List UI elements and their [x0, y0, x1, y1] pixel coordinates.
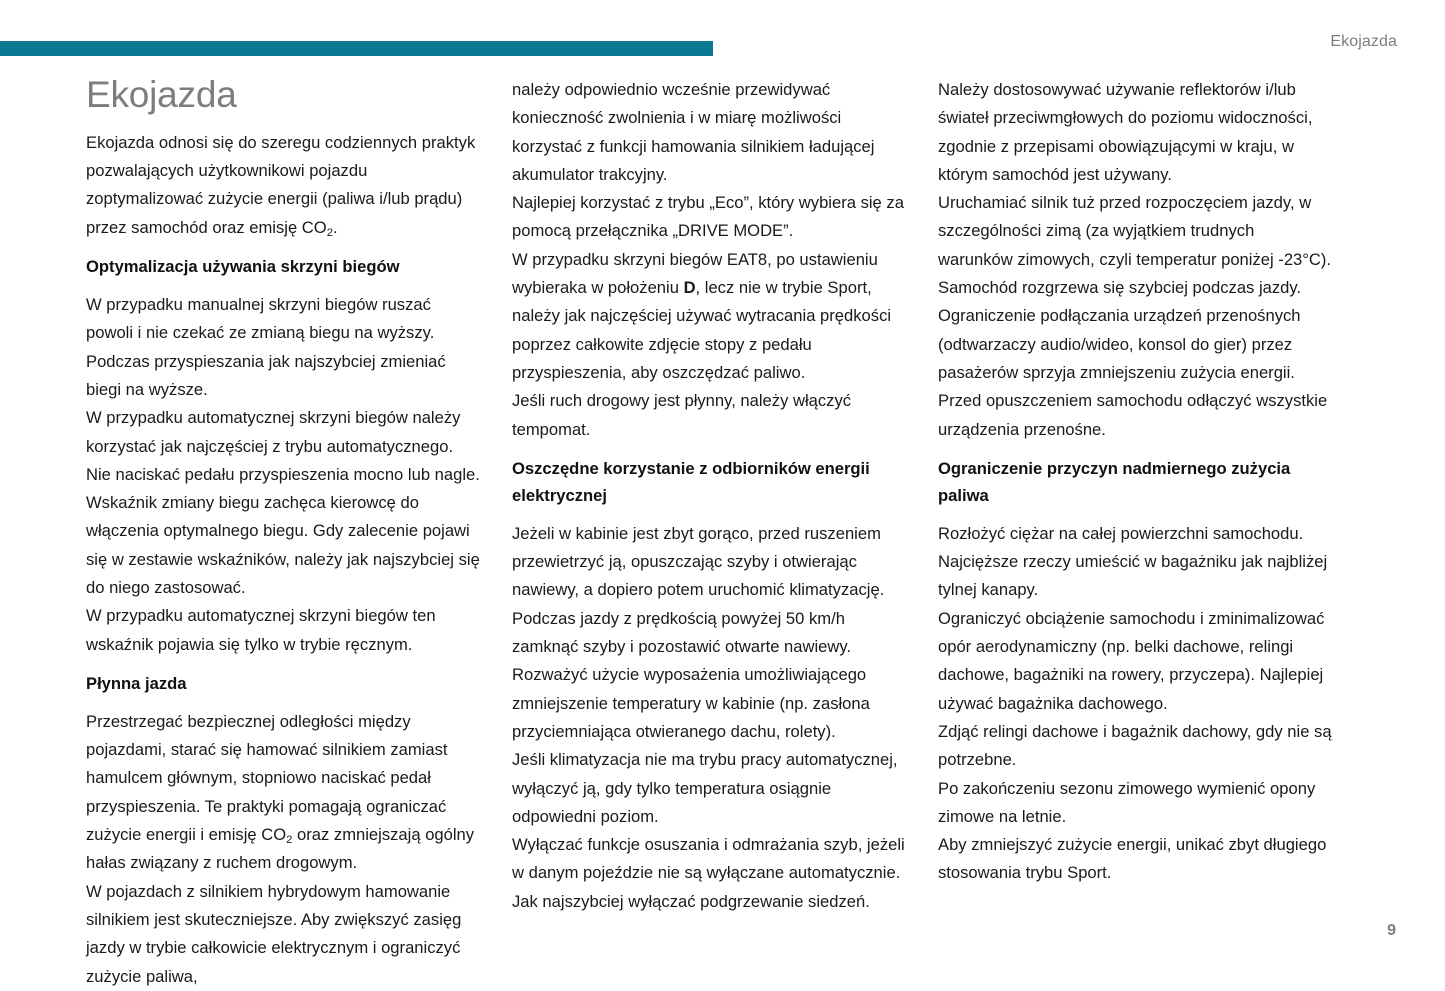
header-accent-rule — [0, 41, 713, 56]
paragraph-eat8-gearbox — [512, 246, 906, 387]
page-content — [86, 76, 1361, 991]
page-number: 9 — [1387, 922, 1396, 939]
paragraph-fuel-consumption-body: Rozłożyć ciężar na całej powierzchni samochodu. Najcięższe rzeczy umieścić w bagażniku jak najbliżej tylnej kanapy. Ograniczyć obciążenie samochodu i zminimalizować opór aerodynamiczny (np. belki dachowe, relingi dachowe, bagażniki na rowery, przyczepa). Najlepiej używać bagażnika dachowego. Zdjąć relingi dachowe i bagażnik dachowy, gdy nie są potrzebne. Po zakończeniu sezonu zimowego wymienić opony zimowe na letnie. Aby zmniejszyć zużycie energii, unikać zbyt długiego stosowania trybu Sport. — [938, 523, 1332, 883]
text-column-3 — [938, 76, 1332, 888]
paragraph-smooth-driving-body — [86, 708, 480, 991]
paragraph-anticipation: należy odpowiednio wcześnie przewidywać konieczność zwolnienia i w miarę możliwości korzystać z funkcji hamowania silnikiem ładującej akumulator trakcyjny. Najlepiej korzystać z trybu „Eco”, który wybiera się za pomocą przełącznika „DRIVE MODE”. — [512, 80, 904, 241]
text-column-2 — [512, 76, 906, 916]
smooth-text-after: oraz zmniejszają ogólny hałas związany z ruchem drogowym. W pojazdach z silnikiem hybrydowym hamowanie silnikiem jest skuteczniejsze. Aby zwiększyć zasięg jazdy w trybie całkowicie elektrycznym i ograniczyć zużycie paliwa, — [86, 825, 475, 986]
intro-text-after: . — [332, 217, 338, 237]
co2-subscript: 2 — [326, 226, 333, 239]
heading-smooth-driving: Płynna jazda — [86, 673, 187, 693]
paragraph-electric-consumers-body: Jeżeli w kabinie jest zbyt gorąco, przed ruszeniem przewietrzyć ją, opuszczając szyby i otwierając nawiewy, a dopiero potem uruchomić klimatyzację. Podczas jazdy z prędkością powyżej 50 km/h zamknąć szyby i pozostawić otwarte nawiewy. Rozważyć użycie wyposażenia umożliwiającego zmniejszenie temperatury w kabinie (np. zasłona przyciemniająca otwieranego dachu, rolety). Jeśli klimatyzacja nie ma trybu pracy automatycznej, wyłączyć ją, gdy tylko temperatura osiągnie odpowiedni poziom. Wyłączać funkcje osuszania i odmrażania szyb, jeżeli w danym pojeździe nie są wyłączane automatycznie. Jak najszybciej wyłączać podgrzewanie siedzeń. — [512, 523, 905, 911]
running-head: Ekojazda — [1330, 33, 1397, 50]
paragraph-intro — [86, 129, 480, 242]
text-column-1 — [86, 76, 480, 991]
gear-position-d: D — [683, 278, 696, 298]
smooth-text-before: Przestrzegać bezpiecznej odległości między pojazdami, starać się hamować silnikiem zamiast hamulcem głównym, stopniowo naciskać pedał przyspieszenia. Te praktyki pomagają ograniczać zużycie energii i emisję CO — [86, 711, 448, 845]
co2-subscript: 2 — [286, 833, 293, 846]
heading-electric-consumers: Oszczędne korzystanie z odbiorników energii elektrycznej — [512, 458, 870, 505]
paragraph-cruise-control: Jeśli ruch drogowy jest płynny, należy włączyć tempomat. — [512, 391, 852, 439]
paragraph-lights-and-engine: Należy dostosowywać używanie reflektorów i/lub świateł przeciwmgłowych do poziomu widoczności, zgodnie z przepisami obowiązującymi w kraju, w którym samochód jest używany. Uruchamiać silnik tuż przed rozpoczęciem jazdy, w szczególności zimą (za wyjątkiem trudnych warunków zimowych, czyli temperatur poniżej -23°C). Samochód rozgrzewa się szybciej podczas jazdy. Ograniczenie podłączania urządzeń przenośnych (odtwarzaczy audio/wideo, konsol do gier) przez pasażerów sprzyja zmniejszeniu zużycia energii. Przed opuszczeniem samochodu odłączyć wszystkie urządzenia przenośne. — [938, 80, 1332, 439]
paragraph-gearbox-body: W przypadku manualnej skrzyni biegów ruszać powoli i nie czekać ze zmianą biegu na wyższy. Podczas przyspieszania jak najszybciej zmieniać biegi na wyższe. W przypadku automatycznej skrzyni biegów należy korzystać jak najczęściej z trybu automatycznego. Nie naciskać pedału przyspieszenia mocno lub nagle. Wskaźnik zmiany biegu zachęca kierowcę do włączenia optymalnego biegu. Gdy zalecenie pojawi się w zestawie wskaźników, należy jak najszybciej się do niego zastosować. W przypadku automatycznej skrzyni biegów ten wskaźnik pojawia się tylko w trybie ręcznym. — [86, 295, 480, 654]
heading-gearbox-optimisation: Optymalizacja używania skrzyni biegów — [86, 257, 400, 277]
heading-fuel-consumption: Ograniczenie przyczyn nadmiernego zużycia paliwa — [938, 458, 1291, 505]
eat8-text-before: W przypadku skrzyni biegów EAT8, po ustawieniu wybieraka w położeniu — [512, 249, 878, 298]
page-title: Ekojazda — [86, 74, 237, 115]
intro-text-before: Ekojazda odnosi się do szeregu codziennych praktyk pozwalających użytkownikowi pojazdu zoptymalizować zużycie energii (paliwa i/lub prądu) przez samochód oraz emisję CO — [86, 132, 476, 237]
eat8-text-after: , lecz nie w trybie Sport, należy jak najczęściej używać wytracania prędkości poprzez całkowite zdjęcie stopy z pedału przyspieszenia, aby oszczędzać paliwo. — [512, 278, 892, 382]
